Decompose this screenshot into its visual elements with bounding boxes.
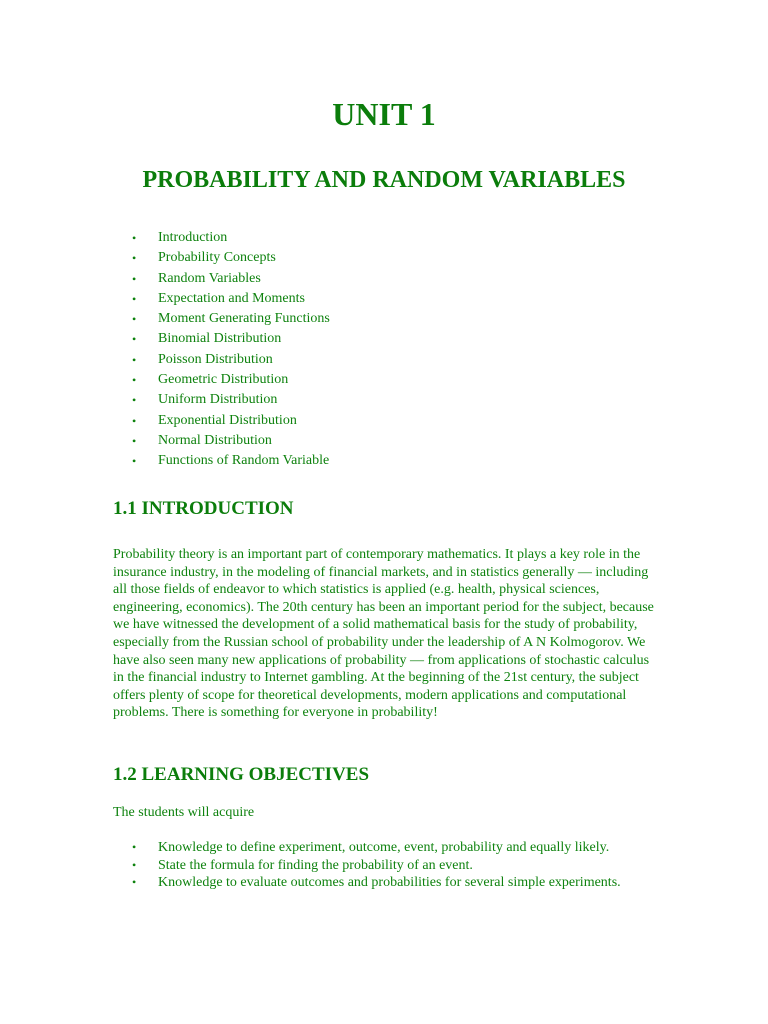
contents-item-label: Uniform Distribution — [158, 392, 278, 408]
objective-item — [126, 857, 666, 875]
bullet-icon: • — [132, 433, 137, 448]
learning-objectives-heading: 1.2 LEARNING OBJECTIVES — [113, 764, 370, 785]
bullet-icon: • — [132, 840, 137, 854]
bullet-icon: • — [132, 875, 137, 889]
contents-item-label: Normal Distribution — [158, 432, 272, 448]
contents-item — [126, 289, 330, 309]
contents-item-label: Binomial Distribution — [158, 331, 282, 347]
contents-item-label: Probability Concepts — [158, 250, 276, 266]
contents-item-label: Expectation and Moments — [158, 290, 305, 306]
contents-item — [126, 329, 330, 349]
contents-item-label: Geometric Distribution — [158, 372, 289, 388]
bullet-icon: • — [132, 352, 137, 367]
objective-item — [126, 839, 666, 857]
contents-item-label: Introduction — [158, 230, 228, 245]
introduction-heading: 1.1 INTRODUCTION — [113, 498, 294, 519]
contents-item — [126, 370, 330, 390]
objective-item — [126, 874, 666, 892]
bullet-icon: • — [132, 312, 137, 327]
contents-item-label: Functions of Random Variable — [158, 453, 330, 469]
contents-item — [126, 269, 330, 289]
contents-item — [126, 411, 330, 431]
introduction-paragraph: Probability theory is an important part of contemporary mathematics. It plays a key role in the insurance industry, in the modeling of financial markets, and in statistics generally — including all those fields of endeavor to which statistics is applied (e.g. health, physical sciences, engineering, economics). The 20th century has been an important period for the subject, because we have witnessed the development of a solid mathematical basis for the study of probability, especially from the Russian school of probability under the leadership of A N Kolmogorov. We have also seen many new applications of probability — from applications of stochastic calculus in the financial industry to Internet gambling. At the beginning of the 21st century, the subject offers plenty of scope for theoretical developments, modern applications and computational problems. There is something for everyone in probability! — [113, 547, 654, 721]
bullet-icon: • — [132, 271, 137, 286]
unit-title: UNIT 1 — [332, 96, 436, 132]
contents-item-label: Exponential Distribution — [158, 412, 297, 428]
contents-list — [126, 228, 330, 472]
objective-text: Knowledge to define experiment, outcome, event, probability and equally likely. — [158, 840, 610, 855]
contents-item — [126, 451, 330, 471]
contents-item — [126, 431, 330, 451]
contents-item — [126, 248, 330, 268]
chapter-title: PROBABILITY AND RANDOM VARIABLES — [142, 167, 626, 193]
objectives-intro: The students will acquire — [113, 805, 255, 820]
bullet-icon: • — [132, 393, 137, 408]
objectives-list — [126, 839, 666, 892]
objective-text: State the formula for finding the probability of an event. — [158, 857, 473, 873]
bullet-icon: • — [132, 231, 137, 245]
bullet-icon: • — [132, 373, 137, 388]
contents-item — [126, 350, 330, 370]
contents-item — [126, 390, 330, 410]
contents-item — [126, 309, 330, 329]
contents-item-label: Moment Generating Functions — [158, 311, 330, 327]
bullet-icon: • — [132, 332, 137, 347]
bullet-icon: • — [132, 857, 137, 872]
bullet-icon: • — [132, 291, 137, 306]
bullet-icon: • — [132, 413, 137, 428]
contents-item-label: Random Variables — [158, 270, 261, 286]
bullet-icon: • — [132, 454, 137, 469]
contents-item-label: Poisson Distribution — [158, 351, 273, 367]
contents-item — [126, 228, 330, 248]
bullet-icon: • — [132, 251, 137, 266]
objective-text: Knowledge to evaluate outcomes and probabilities for several simple experiments. — [158, 875, 621, 890]
